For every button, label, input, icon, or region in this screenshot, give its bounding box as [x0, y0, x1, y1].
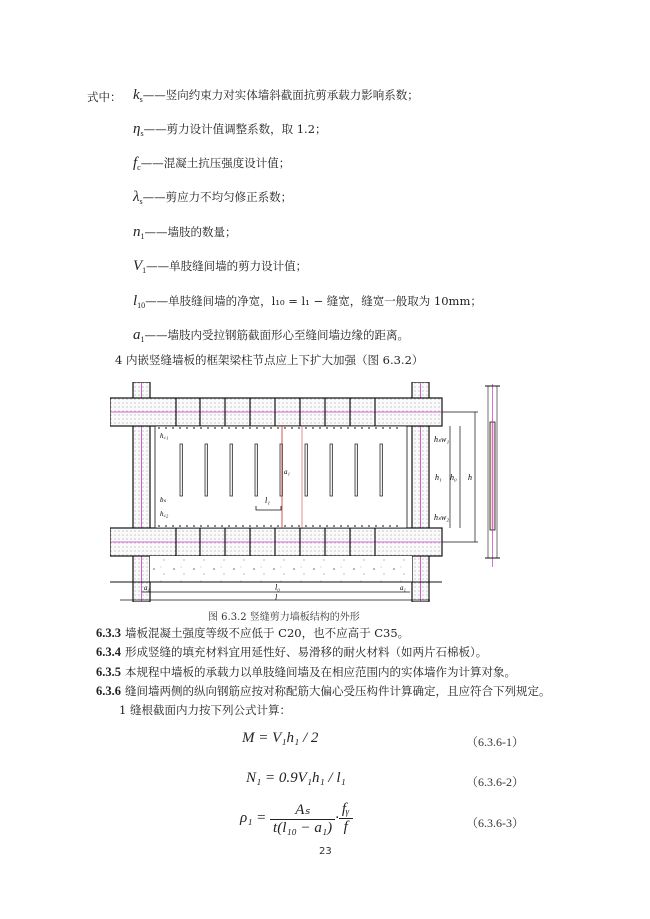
label-hc1: h꜀₁ [160, 432, 169, 440]
label-h1: h₁ [435, 473, 442, 482]
label-hsw2: hₛw₂ [434, 513, 450, 522]
svg-text:a₁: a₁ [400, 584, 406, 592]
clause-number: 6.3.5 [96, 665, 121, 679]
foundation [150, 556, 412, 582]
clause-number: 6.3.6 [96, 684, 121, 698]
intro-label: 式中： [87, 90, 122, 104]
definition-item [133, 190, 292, 209]
clause-6-3-4 [96, 645, 487, 659]
fraction: $\frac{\text{fᵧ}}{f}$ [339, 801, 353, 836]
side-section [485, 384, 500, 567]
label-a1: a₁ [284, 468, 290, 476]
definition-text: ——墙肢的数量； [144, 225, 237, 239]
label-hc2: h꜀₂ [160, 510, 169, 518]
clause-text: 形成竖缝的填充材料宜用延性好、易滑移的耐火材料（如两片石棉板）。 [125, 645, 488, 659]
symbol: $k_s$ [133, 87, 143, 104]
symbol: $V_1$ [133, 258, 147, 275]
page-number: 23 [319, 846, 332, 857]
equation-number: （6.3.6-2） [466, 775, 524, 789]
eq3-lhs: ρ₁ = [240, 809, 267, 826]
symbol: $f_c$ [133, 155, 141, 172]
equation-1: M = V₁h₁ / 2 [242, 730, 319, 746]
fraction: $\frac{\text{Aₛ}}{\text{t(l₁₀ − a₁)}}$ [270, 800, 335, 837]
label-l: l [275, 593, 278, 602]
definition-text: ——单肢缝间墙的剪力设计值； [146, 259, 308, 273]
label-hsw1: hₛw₁ [434, 435, 450, 444]
definition-item [133, 294, 482, 313]
clause-number: 6.3.3 [96, 626, 121, 640]
svg-text:a₁: a₁ [144, 584, 150, 592]
symbol: $\lambda_s$ [133, 189, 143, 206]
definition-text: ——剪力设计值调整系数，取 1.2； [143, 122, 327, 136]
clause-text: 本规程中墙板的承载力以单肢缝间墙及在相应范围内的实体墙作为计算对象。 [125, 665, 516, 679]
item-4: 4 内嵌竖缝墙板的框架梁柱节点应上下扩大加强（图 6.3.2） [115, 353, 424, 367]
clause-text: 缝间墙两侧的纵向钢筋应按对称配筋大偏心受压构件计算确定，且应符合下列规定。 [125, 684, 551, 698]
equation-3: ρ₁ = $\frac{\text{Aₛ}}{\text{t(l₁₀ − a₁)}}$ · $\frac{\text{fᵧ}}{f}$ [240, 800, 353, 837]
equation-number: （6.3.6-3） [466, 816, 524, 830]
symbol: $a_1$ [133, 327, 145, 344]
definition-item [133, 259, 307, 278]
sub-item-1: 1 缝根截面内力按下列公式计算： [119, 703, 291, 717]
structure-diagram [110, 382, 550, 602]
symbol: $n_1$ [133, 224, 145, 241]
definition-text: ——单肢缝间墙的净宽，l₁₀ = l₁ − 缝宽，缝宽一般取为 10mm； [145, 294, 482, 308]
clause-6-3-6 [96, 684, 551, 698]
definition-item [133, 328, 409, 347]
definition-text: ——剪应力不均匀修正系数； [142, 190, 293, 204]
label-bs: bₛ [160, 496, 167, 504]
label-h: h [468, 473, 472, 482]
definition-intro [87, 90, 122, 104]
equation-number: （6.3.6-1） [466, 735, 524, 749]
definition-item [133, 122, 327, 141]
figure-caption: 图 6.3.2 竖缝剪力墙板结构的外形 [208, 612, 360, 623]
definition-item [133, 225, 237, 244]
clause-6-3-3 [96, 626, 409, 640]
equation-2: N₁ = 0.9V₁h₁ / l₁ [246, 770, 346, 786]
symbol: $l_{10}$ [133, 293, 146, 310]
definition-item [133, 156, 290, 175]
symbol: $\eta_s$ [133, 121, 144, 138]
definition-text: ——墙肢内受拉钢筋截面形心至缝间墙边缘的距离。 [144, 328, 409, 342]
clause-number: 6.3.4 [96, 645, 121, 659]
label-l1: l₁ [265, 496, 271, 505]
clause-text: 墙板混凝土强度等级不应低于 C20，也不应高于 C35。 [125, 626, 410, 640]
label-l0: l₀ [275, 583, 281, 592]
definition-text: ——竖向约束力对实体墙斜截面抗剪承载力影响系数； [142, 88, 419, 102]
definition-item [133, 88, 419, 107]
clause-6-3-5 [96, 665, 516, 679]
label-h0: h₀ [450, 473, 457, 482]
definition-text: ——混凝土抗压强度设计值； [140, 156, 291, 170]
